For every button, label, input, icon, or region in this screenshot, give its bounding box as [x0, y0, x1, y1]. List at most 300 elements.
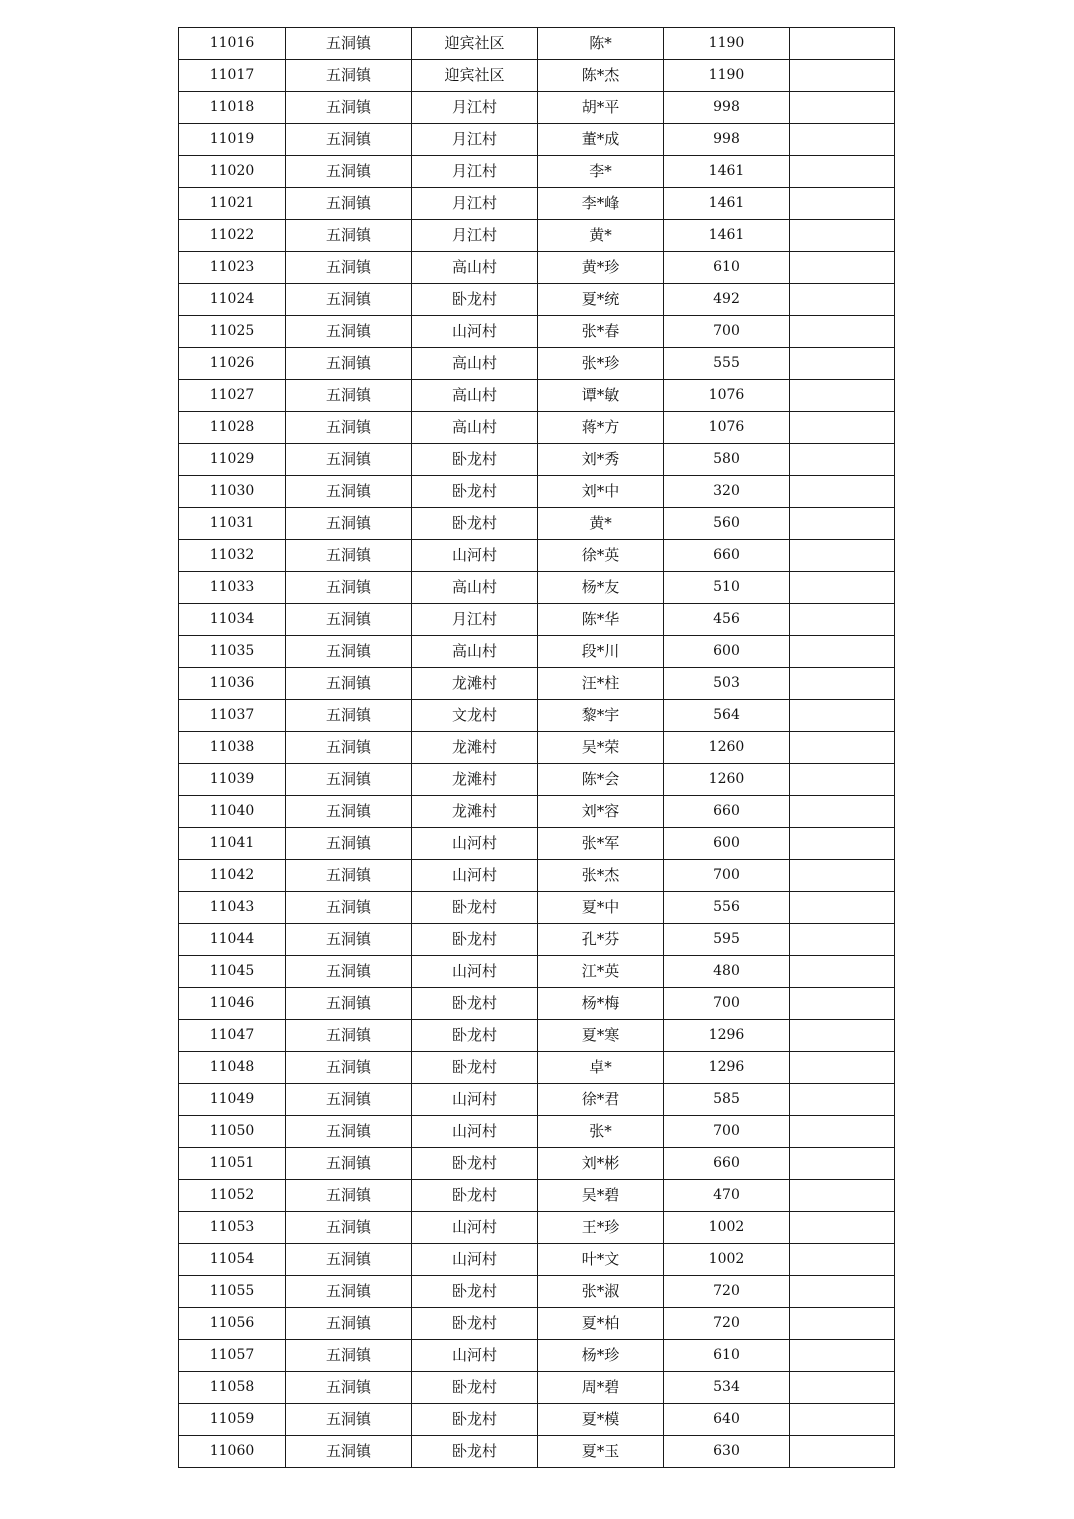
- data-table: [178, 27, 895, 1468]
- cell-town: 五洞镇: [286, 348, 412, 380]
- cell-village: 月江村: [412, 220, 538, 252]
- cell-town: 五洞镇: [286, 1308, 412, 1340]
- cell-remark: [790, 1020, 895, 1052]
- cell-serial-number: 11057: [179, 1340, 286, 1372]
- cell-amount: 1076: [664, 380, 790, 412]
- cell-amount: 560: [664, 508, 790, 540]
- cell-person-name: 杨*梅: [538, 988, 664, 1020]
- cell-village: 山河村: [412, 828, 538, 860]
- table-row: [179, 252, 895, 284]
- cell-town: 五洞镇: [286, 1404, 412, 1436]
- cell-village: 卧龙村: [412, 988, 538, 1020]
- cell-village: 卧龙村: [412, 1180, 538, 1212]
- cell-person-name: 段*川: [538, 636, 664, 668]
- cell-person-name: 刘*秀: [538, 444, 664, 476]
- cell-serial-number: 11047: [179, 1020, 286, 1052]
- cell-person-name: 张*: [538, 1116, 664, 1148]
- cell-town: 五洞镇: [286, 444, 412, 476]
- table-row: [179, 1084, 895, 1116]
- cell-serial-number: 11036: [179, 668, 286, 700]
- cell-town: 五洞镇: [286, 924, 412, 956]
- table-row: [179, 924, 895, 956]
- cell-serial-number: 11039: [179, 764, 286, 796]
- cell-village: 山河村: [412, 540, 538, 572]
- cell-amount: 610: [664, 1340, 790, 1372]
- table-body: [179, 28, 895, 1468]
- cell-serial-number: 11024: [179, 284, 286, 316]
- table-row: [179, 380, 895, 412]
- cell-person-name: 蒋*方: [538, 412, 664, 444]
- cell-village: 卧龙村: [412, 476, 538, 508]
- cell-town: 五洞镇: [286, 860, 412, 892]
- cell-town: 五洞镇: [286, 28, 412, 60]
- cell-town: 五洞镇: [286, 604, 412, 636]
- cell-village: 月江村: [412, 188, 538, 220]
- cell-amount: 660: [664, 796, 790, 828]
- cell-amount: 998: [664, 92, 790, 124]
- cell-serial-number: 11033: [179, 572, 286, 604]
- cell-remark: [790, 540, 895, 572]
- document-page: [178, 27, 894, 1468]
- cell-remark: [790, 316, 895, 348]
- cell-remark: [790, 380, 895, 412]
- cell-serial-number: 11026: [179, 348, 286, 380]
- cell-person-name: 张*杰: [538, 860, 664, 892]
- cell-remark: [790, 668, 895, 700]
- cell-amount: 320: [664, 476, 790, 508]
- cell-amount: 1260: [664, 732, 790, 764]
- cell-remark: [790, 188, 895, 220]
- cell-person-name: 陈*华: [538, 604, 664, 636]
- cell-town: 五洞镇: [286, 828, 412, 860]
- cell-serial-number: 11052: [179, 1180, 286, 1212]
- cell-person-name: 杨*珍: [538, 1340, 664, 1372]
- table-row: [179, 60, 895, 92]
- cell-amount: 1002: [664, 1244, 790, 1276]
- table-row: [179, 956, 895, 988]
- table-row: [179, 220, 895, 252]
- cell-serial-number: 11029: [179, 444, 286, 476]
- table-row: [179, 1116, 895, 1148]
- cell-remark: [790, 796, 895, 828]
- cell-person-name: 叶*文: [538, 1244, 664, 1276]
- cell-remark: [790, 476, 895, 508]
- table-row: [179, 1244, 895, 1276]
- cell-village: 山河村: [412, 860, 538, 892]
- cell-amount: 585: [664, 1084, 790, 1116]
- table-row: [179, 1308, 895, 1340]
- cell-town: 五洞镇: [286, 892, 412, 924]
- cell-amount: 1296: [664, 1020, 790, 1052]
- cell-town: 五洞镇: [286, 1084, 412, 1116]
- cell-serial-number: 11059: [179, 1404, 286, 1436]
- cell-town: 五洞镇: [286, 700, 412, 732]
- cell-serial-number: 11040: [179, 796, 286, 828]
- cell-person-name: 陈*杰: [538, 60, 664, 92]
- cell-serial-number: 11055: [179, 1276, 286, 1308]
- table-row: [179, 668, 895, 700]
- cell-serial-number: 11042: [179, 860, 286, 892]
- cell-amount: 492: [664, 284, 790, 316]
- cell-serial-number: 11037: [179, 700, 286, 732]
- cell-amount: 580: [664, 444, 790, 476]
- cell-person-name: 吴*碧: [538, 1180, 664, 1212]
- cell-village: 卧龙村: [412, 1052, 538, 1084]
- cell-serial-number: 11060: [179, 1436, 286, 1468]
- cell-village: 卧龙村: [412, 1276, 538, 1308]
- cell-serial-number: 11019: [179, 124, 286, 156]
- cell-village: 卧龙村: [412, 892, 538, 924]
- cell-person-name: 王*珍: [538, 1212, 664, 1244]
- cell-person-name: 张*军: [538, 828, 664, 860]
- table-row: [179, 124, 895, 156]
- cell-village: 卧龙村: [412, 1404, 538, 1436]
- table-row: [179, 892, 895, 924]
- cell-amount: 564: [664, 700, 790, 732]
- cell-amount: 1002: [664, 1212, 790, 1244]
- cell-amount: 1076: [664, 412, 790, 444]
- cell-amount: 1461: [664, 220, 790, 252]
- cell-person-name: 夏*中: [538, 892, 664, 924]
- cell-person-name: 陈*: [538, 28, 664, 60]
- cell-amount: 700: [664, 860, 790, 892]
- cell-amount: 700: [664, 316, 790, 348]
- cell-person-name: 李*: [538, 156, 664, 188]
- cell-amount: 456: [664, 604, 790, 636]
- cell-village: 迎宾社区: [412, 60, 538, 92]
- cell-town: 五洞镇: [286, 188, 412, 220]
- cell-person-name: 张*珍: [538, 348, 664, 380]
- cell-amount: 700: [664, 1116, 790, 1148]
- cell-town: 五洞镇: [286, 988, 412, 1020]
- table-row: [179, 636, 895, 668]
- cell-person-name: 吴*荣: [538, 732, 664, 764]
- cell-person-name: 夏*柏: [538, 1308, 664, 1340]
- cell-remark: [790, 924, 895, 956]
- cell-amount: 600: [664, 828, 790, 860]
- cell-remark: [790, 1116, 895, 1148]
- cell-village: 山河村: [412, 1244, 538, 1276]
- cell-serial-number: 11020: [179, 156, 286, 188]
- cell-village: 卧龙村: [412, 1148, 538, 1180]
- cell-remark: [790, 1340, 895, 1372]
- cell-serial-number: 11035: [179, 636, 286, 668]
- cell-town: 五洞镇: [286, 764, 412, 796]
- table-row: [179, 604, 895, 636]
- cell-town: 五洞镇: [286, 316, 412, 348]
- cell-village: 高山村: [412, 252, 538, 284]
- cell-amount: 1260: [664, 764, 790, 796]
- cell-serial-number: 11053: [179, 1212, 286, 1244]
- cell-person-name: 谭*敏: [538, 380, 664, 412]
- cell-village: 山河村: [412, 1212, 538, 1244]
- cell-town: 五洞镇: [286, 668, 412, 700]
- cell-village: 卧龙村: [412, 284, 538, 316]
- cell-person-name: 刘*容: [538, 796, 664, 828]
- cell-town: 五洞镇: [286, 92, 412, 124]
- cell-person-name: 徐*英: [538, 540, 664, 572]
- cell-village: 山河村: [412, 1084, 538, 1116]
- table-row: [179, 156, 895, 188]
- cell-person-name: 黄*: [538, 508, 664, 540]
- cell-remark: [790, 1244, 895, 1276]
- cell-serial-number: 11049: [179, 1084, 286, 1116]
- cell-village: 月江村: [412, 604, 538, 636]
- table-row: [179, 1372, 895, 1404]
- cell-town: 五洞镇: [286, 156, 412, 188]
- table-row: [179, 508, 895, 540]
- cell-town: 五洞镇: [286, 284, 412, 316]
- cell-serial-number: 11030: [179, 476, 286, 508]
- table-row: [179, 412, 895, 444]
- cell-remark: [790, 700, 895, 732]
- cell-village: 高山村: [412, 636, 538, 668]
- cell-town: 五洞镇: [286, 60, 412, 92]
- cell-remark: [790, 860, 895, 892]
- cell-person-name: 黄*: [538, 220, 664, 252]
- cell-town: 五洞镇: [286, 636, 412, 668]
- cell-amount: 1190: [664, 60, 790, 92]
- table-row: [179, 700, 895, 732]
- cell-remark: [790, 1180, 895, 1212]
- cell-remark: [790, 988, 895, 1020]
- cell-amount: 1461: [664, 156, 790, 188]
- cell-amount: 600: [664, 636, 790, 668]
- cell-person-name: 夏*寒: [538, 1020, 664, 1052]
- table-row: [179, 348, 895, 380]
- cell-town: 五洞镇: [286, 1244, 412, 1276]
- cell-serial-number: 11018: [179, 92, 286, 124]
- cell-village: 卧龙村: [412, 1372, 538, 1404]
- cell-amount: 660: [664, 540, 790, 572]
- cell-person-name: 张*春: [538, 316, 664, 348]
- cell-remark: [790, 1084, 895, 1116]
- cell-serial-number: 11046: [179, 988, 286, 1020]
- table-row: [179, 28, 895, 60]
- cell-remark: [790, 28, 895, 60]
- table-row: [179, 1212, 895, 1244]
- cell-serial-number: 11027: [179, 380, 286, 412]
- cell-town: 五洞镇: [286, 956, 412, 988]
- cell-village: 卧龙村: [412, 1020, 538, 1052]
- cell-person-name: 刘*中: [538, 476, 664, 508]
- cell-person-name: 卓*: [538, 1052, 664, 1084]
- table-row: [179, 764, 895, 796]
- cell-remark: [790, 220, 895, 252]
- cell-serial-number: 11054: [179, 1244, 286, 1276]
- cell-remark: [790, 508, 895, 540]
- table-row: [179, 1020, 895, 1052]
- cell-town: 五洞镇: [286, 732, 412, 764]
- cell-amount: 640: [664, 1404, 790, 1436]
- cell-amount: 1461: [664, 188, 790, 220]
- cell-amount: 998: [664, 124, 790, 156]
- table-row: [179, 572, 895, 604]
- cell-remark: [790, 892, 895, 924]
- table-row: [179, 988, 895, 1020]
- table-row: [179, 188, 895, 220]
- cell-person-name: 董*成: [538, 124, 664, 156]
- cell-serial-number: 11038: [179, 732, 286, 764]
- cell-town: 五洞镇: [286, 508, 412, 540]
- cell-town: 五洞镇: [286, 796, 412, 828]
- cell-village: 龙滩村: [412, 764, 538, 796]
- cell-serial-number: 11016: [179, 28, 286, 60]
- cell-town: 五洞镇: [286, 412, 412, 444]
- cell-person-name: 夏*玉: [538, 1436, 664, 1468]
- cell-remark: [790, 1212, 895, 1244]
- cell-village: 文龙村: [412, 700, 538, 732]
- cell-serial-number: 11021: [179, 188, 286, 220]
- cell-remark: [790, 124, 895, 156]
- cell-village: 卧龙村: [412, 508, 538, 540]
- cell-serial-number: 11031: [179, 508, 286, 540]
- cell-remark: [790, 636, 895, 668]
- table-row: [179, 1436, 895, 1468]
- cell-amount: 555: [664, 348, 790, 380]
- cell-town: 五洞镇: [286, 540, 412, 572]
- cell-town: 五洞镇: [286, 1020, 412, 1052]
- cell-serial-number: 11022: [179, 220, 286, 252]
- cell-serial-number: 11048: [179, 1052, 286, 1084]
- cell-amount: 480: [664, 956, 790, 988]
- cell-serial-number: 11017: [179, 60, 286, 92]
- cell-remark: [790, 1308, 895, 1340]
- cell-person-name: 黄*珍: [538, 252, 664, 284]
- cell-village: 高山村: [412, 380, 538, 412]
- cell-person-name: 张*淑: [538, 1276, 664, 1308]
- cell-serial-number: 11041: [179, 828, 286, 860]
- table-row: [179, 1148, 895, 1180]
- cell-town: 五洞镇: [286, 1116, 412, 1148]
- table-row: [179, 444, 895, 476]
- table-row: [179, 732, 895, 764]
- cell-person-name: 汪*柱: [538, 668, 664, 700]
- cell-town: 五洞镇: [286, 1052, 412, 1084]
- cell-amount: 510: [664, 572, 790, 604]
- cell-remark: [790, 284, 895, 316]
- cell-person-name: 徐*君: [538, 1084, 664, 1116]
- cell-remark: [790, 956, 895, 988]
- cell-serial-number: 11050: [179, 1116, 286, 1148]
- cell-village: 龙滩村: [412, 668, 538, 700]
- table-row: [179, 476, 895, 508]
- cell-remark: [790, 348, 895, 380]
- cell-serial-number: 11023: [179, 252, 286, 284]
- cell-amount: 700: [664, 988, 790, 1020]
- cell-serial-number: 11058: [179, 1372, 286, 1404]
- cell-town: 五洞镇: [286, 1148, 412, 1180]
- cell-remark: [790, 732, 895, 764]
- cell-remark: [790, 572, 895, 604]
- cell-person-name: 黎*宇: [538, 700, 664, 732]
- cell-town: 五洞镇: [286, 476, 412, 508]
- cell-person-name: 夏*模: [538, 1404, 664, 1436]
- cell-town: 五洞镇: [286, 380, 412, 412]
- table-row: [179, 1340, 895, 1372]
- cell-village: 高山村: [412, 348, 538, 380]
- cell-village: 高山村: [412, 572, 538, 604]
- cell-village: 卧龙村: [412, 444, 538, 476]
- table-row: [179, 540, 895, 572]
- cell-serial-number: 11032: [179, 540, 286, 572]
- cell-town: 五洞镇: [286, 1340, 412, 1372]
- cell-person-name: 夏*统: [538, 284, 664, 316]
- cell-town: 五洞镇: [286, 220, 412, 252]
- cell-village: 龙滩村: [412, 796, 538, 828]
- cell-remark: [790, 828, 895, 860]
- cell-remark: [790, 1052, 895, 1084]
- table-row: [179, 284, 895, 316]
- cell-village: 迎宾社区: [412, 28, 538, 60]
- cell-serial-number: 11034: [179, 604, 286, 636]
- cell-town: 五洞镇: [286, 1180, 412, 1212]
- table-row: [179, 1276, 895, 1308]
- table-row: [179, 1052, 895, 1084]
- cell-serial-number: 11056: [179, 1308, 286, 1340]
- cell-serial-number: 11051: [179, 1148, 286, 1180]
- cell-remark: [790, 252, 895, 284]
- cell-village: 月江村: [412, 92, 538, 124]
- cell-amount: 503: [664, 668, 790, 700]
- cell-remark: [790, 156, 895, 188]
- table-row: [179, 316, 895, 348]
- cell-village: 卧龙村: [412, 1308, 538, 1340]
- cell-person-name: 孔*芬: [538, 924, 664, 956]
- cell-amount: 470: [664, 1180, 790, 1212]
- cell-remark: [790, 60, 895, 92]
- cell-person-name: 江*英: [538, 956, 664, 988]
- table-row: [179, 860, 895, 892]
- cell-serial-number: 11025: [179, 316, 286, 348]
- cell-amount: 534: [664, 1372, 790, 1404]
- cell-town: 五洞镇: [286, 1436, 412, 1468]
- cell-village: 山河村: [412, 1340, 538, 1372]
- cell-amount: 660: [664, 1148, 790, 1180]
- cell-amount: 720: [664, 1276, 790, 1308]
- cell-remark: [790, 1148, 895, 1180]
- cell-town: 五洞镇: [286, 1372, 412, 1404]
- table-row: [179, 1404, 895, 1436]
- cell-village: 山河村: [412, 316, 538, 348]
- cell-serial-number: 11028: [179, 412, 286, 444]
- cell-amount: 630: [664, 1436, 790, 1468]
- cell-village: 高山村: [412, 412, 538, 444]
- cell-person-name: 陈*会: [538, 764, 664, 796]
- cell-person-name: 刘*彬: [538, 1148, 664, 1180]
- cell-serial-number: 11044: [179, 924, 286, 956]
- table-row: [179, 828, 895, 860]
- cell-village: 龙滩村: [412, 732, 538, 764]
- cell-remark: [790, 764, 895, 796]
- table-row: [179, 92, 895, 124]
- cell-town: 五洞镇: [286, 252, 412, 284]
- cell-remark: [790, 1436, 895, 1468]
- table-row: [179, 1180, 895, 1212]
- cell-amount: 720: [664, 1308, 790, 1340]
- cell-serial-number: 11043: [179, 892, 286, 924]
- cell-remark: [790, 1372, 895, 1404]
- cell-town: 五洞镇: [286, 1276, 412, 1308]
- cell-remark: [790, 604, 895, 636]
- cell-village: 山河村: [412, 1116, 538, 1148]
- cell-village: 卧龙村: [412, 924, 538, 956]
- cell-person-name: 周*碧: [538, 1372, 664, 1404]
- cell-person-name: 胡*平: [538, 92, 664, 124]
- cell-amount: 610: [664, 252, 790, 284]
- cell-village: 月江村: [412, 124, 538, 156]
- cell-remark: [790, 412, 895, 444]
